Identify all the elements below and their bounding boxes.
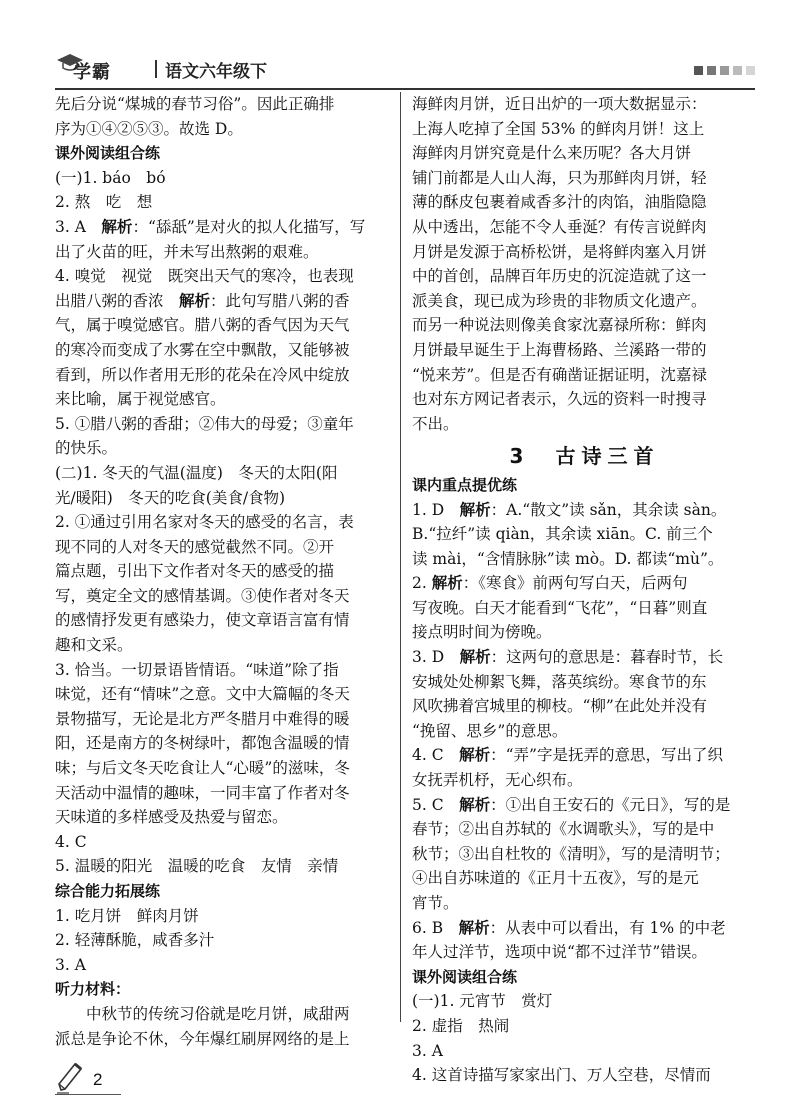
text-line: 阳，还是南方的冬树绿叶，都饱含温暖的情 — [55, 734, 350, 753]
analysis-text: ：《寒食》前两句写白天，后两句 — [462, 574, 688, 593]
text-line: 派美食，现已成为珍贵的非物质文化遗产。 — [412, 291, 707, 310]
text-line: 的寒冷而变成了水雾在空中飘散，又能够被 — [55, 340, 350, 359]
footer-rule — [55, 1094, 121, 1095]
text-line: 来比喻，属于视觉感官。 — [55, 390, 226, 409]
text-line: 安城处处柳絮飞舞，落英缤纷。寒食节的东 — [412, 672, 707, 691]
answer-text: 2. — [412, 574, 432, 593]
pencil-icon — [55, 1060, 85, 1094]
text-line: 2. 熬 吃 想 — [55, 193, 153, 212]
lesson-title: 3 古诗三首 — [509, 444, 660, 469]
text-line: 2. ①通过引用名家对冬天的感受的名言，表 — [55, 513, 354, 532]
text-line: 现不同的人对冬天的感觉截然不同。②开 — [55, 537, 335, 556]
section-heading: 综合能力拓展练 — [55, 882, 161, 900]
decoration-square — [694, 66, 703, 75]
decoration-square — [746, 66, 755, 75]
text-line: 2. 虚指 热闹 — [412, 1016, 510, 1035]
text-line: 读 mài，“含情脉脉”读 mò。D. 都读“mù”。 — [412, 549, 724, 568]
text-line: 也对东方网记者表示，久远的资料一时搜寻 — [412, 390, 707, 409]
text-line: 派总是争论不休，今年爆红刷屏网络的是上 — [55, 1029, 350, 1048]
answer-text: 3. D — [412, 648, 460, 667]
text-line: 中秋节的传统习俗就是吃月饼，咸甜两 — [86, 1004, 350, 1023]
text-line: 味觉，还有“情味”之意。文中大篇幅的冬天 — [55, 685, 350, 704]
analysis-text: ：此句写腊八粥的香 — [210, 291, 350, 310]
text-line: 2. 轻薄酥脆，咸香多汁 — [55, 931, 215, 950]
text-line: 味；与后文冬天吃食让人“心暖”的滋味，冬 — [55, 759, 350, 778]
text-line: 女抚弄机杼，无心织布。 — [412, 771, 583, 790]
section-heading: 听力材料： — [55, 980, 131, 999]
answer-text: 4. C — [412, 746, 460, 765]
brand-name: 学霸 — [73, 62, 111, 83]
text-line: 秋节；③出自杜牧的《清明》，写的是清明节； — [412, 844, 730, 863]
analysis-label: 解析 — [179, 291, 211, 310]
decoration-square — [733, 66, 742, 75]
answer-line — [412, 571, 757, 596]
header-decoration — [694, 66, 755, 75]
text-line: 接点明时间为傍晚。 — [412, 623, 552, 642]
answer-text: 6. B — [412, 918, 459, 937]
text-line: 风吹拂着宫城里的柳枝。“柳”在此处并没有 — [412, 697, 707, 716]
answer-line — [55, 215, 390, 240]
right-column — [412, 92, 757, 1088]
text-line: 4. 嗅觉 视觉 既突出天气的寒冷，也表现 — [55, 267, 354, 286]
text-line: 3. A — [55, 955, 86, 974]
text-line: 春节；②出自苏轼的《水调歌头》，写的是中 — [412, 820, 715, 839]
text-line: 3. 恰当。一切景语皆情语。“味道”除了指 — [55, 660, 339, 679]
text-line: 光/暖阳) 冬天的吃食(美食/食物) — [55, 488, 286, 507]
text-line: 趣和文采。 — [55, 636, 133, 655]
analysis-label: 解析 — [459, 648, 491, 667]
decoration-square — [707, 66, 716, 75]
text-line: 月饼最早诞生于上海曹杨路、兰溪路一带的 — [412, 340, 707, 359]
answer-line — [55, 289, 390, 314]
text-line: 看到，所以作者用无形的花朵在冷风中绽放 — [55, 365, 350, 384]
text-line: 薄的酥皮包裹着咸香多汁的肉馅，油脂隐隐 — [412, 193, 707, 212]
answer-line — [412, 645, 757, 670]
section-heading: 课外阅读组合练 — [55, 144, 161, 163]
text-line: 月饼是发源于高桥松饼，是将鲜肉塞入月饼 — [412, 242, 707, 261]
analysis-text: ：①出自王安石的《元日》，写的是 — [490, 795, 731, 814]
text-line: 篇点题，引出下文作者对冬天的感受的描 — [55, 562, 335, 581]
answer-text: 出腊八粥的香浓 — [55, 291, 180, 310]
text-line: B.“拉纤”读 qiàn，其余读 xiān。C. 前三个 — [412, 525, 713, 544]
text-line: 气，属于嗅觉感官。腊八粥的香气因为天气 — [55, 316, 350, 335]
section-heading: 课外阅读组合练 — [412, 967, 518, 986]
text-line: 天活动中温情的趣味，一同丰富了作者对冬 — [55, 783, 350, 802]
text-line: 的快乐。 — [55, 439, 118, 458]
text-line: “挽留、思乡”的意思。 — [412, 721, 568, 740]
analysis-label: 解析 — [431, 574, 463, 593]
text-line: (一)1. báo bó — [55, 168, 166, 187]
decoration-square — [720, 66, 729, 75]
text-line: 出了火苗的旺，并未写出熬粥的艰难。 — [55, 242, 319, 261]
text-line: 铺门前都是人山人海，只为那鲜肉月饼，轻 — [412, 168, 707, 187]
text-line: 5. ①腊八粥的香甜；②伟大的母爱；③童年 — [55, 414, 354, 433]
text-line: 海鲜肉月饼，近日出炉的一项大数据显示： — [412, 95, 707, 113]
analysis-text: ：从表中可以看出，有 1% 的中老 — [489, 918, 726, 937]
answer-line — [412, 916, 757, 941]
text-line: 先后分说“煤城的春节习俗”。因此正确排 — [55, 95, 335, 113]
text-line: 从中透出，怎能不令人垂涎？有传言说鲜肉 — [412, 217, 707, 236]
brand-logo — [55, 52, 123, 82]
page-header — [55, 50, 755, 88]
text-line: 海鲜肉月饼究竟是什么来历呢？各大月饼 — [412, 144, 692, 163]
analysis-text: ：“舔舐”是对火的拟人化描写，写 — [132, 217, 366, 236]
text-line: 上海人吃掉了全国 53% 的鲜肉月饼！这上 — [412, 119, 705, 138]
answer-line — [412, 743, 757, 768]
analysis-text: ：A.“散文”读 sǎn，其余读 sàn。 — [490, 500, 727, 519]
answer-text: 3. A — [55, 217, 102, 236]
analysis-label: 解析 — [101, 217, 133, 236]
text-line: 年人过洋节，选项中说“都不过洋节”错误。 — [412, 943, 707, 962]
analysis-label: 解析 — [459, 746, 491, 765]
text-line: “悦来芳”。但是否有确凿证据证明，沈嘉禄 — [412, 365, 707, 384]
analysis-text: ：这两句的意思是：暮春时节，长 — [490, 648, 724, 667]
text-line: 5. 温暖的阳光 温暖的吃食 友情 亲情 — [55, 857, 339, 876]
analysis-label: 解析 — [459, 500, 491, 519]
answer-text: 5. C — [412, 795, 460, 814]
text-line: 3. A — [412, 1041, 443, 1060]
answer-line — [412, 793, 757, 818]
text-line: ④出自苏味道的《正月十五夜》，写的是元 — [412, 869, 699, 888]
text-line: 不出。 — [412, 414, 459, 433]
answer-line — [412, 498, 757, 523]
text-line: 的感情抒发更有感染力，使文章语言富有情 — [55, 611, 350, 630]
header-separator — [155, 60, 157, 78]
analysis-text: ：“弄”字是抚弄的意思，写出了织 — [490, 746, 723, 765]
left-column — [55, 92, 390, 1051]
text-line: 中的首创，品牌百年历史的沉淀造就了这一 — [412, 267, 707, 286]
text-line: 序为①④②⑤③。故选 D。 — [55, 119, 243, 138]
text-line: 写夜晚。白天才能看到“飞花”，“日暮”则直 — [412, 598, 708, 617]
text-line: 写，奠定全文的感情基调。③使作者对冬天 — [55, 586, 350, 605]
text-line: (一)1. 元宵节 赏灯 — [412, 992, 553, 1011]
text-line: 4. C — [55, 832, 87, 851]
answer-text: 1. D — [412, 500, 460, 519]
page-number: 2 — [93, 1070, 103, 1089]
text-line: 1. 吃月饼 鲜肉月饼 — [55, 906, 199, 925]
text-line: 宵节。 — [412, 894, 459, 912]
text-line: 而另一种说法则像美食家沈嘉禄所称：鲜肉 — [412, 316, 707, 335]
column-divider — [400, 92, 401, 1022]
section-heading: 课内重点提优练 — [412, 475, 518, 494]
text-line: 4. 这首诗描写家家出门、万人空巷，尽情而 — [412, 1066, 711, 1085]
text-line: 天味道的多样感受及热爱与留恋。 — [55, 808, 288, 827]
text-line: (二)1. 冬天的气温(温度) 冬天的太阳(阳 — [55, 463, 338, 482]
text-line: 景物描写，无论是北方严冬腊月中难得的暖 — [55, 709, 350, 728]
analysis-label: 解析 — [459, 795, 491, 814]
book-title: 语文六年级下 — [165, 62, 267, 82]
analysis-label: 解析 — [458, 918, 490, 937]
header-rule — [55, 88, 755, 90]
